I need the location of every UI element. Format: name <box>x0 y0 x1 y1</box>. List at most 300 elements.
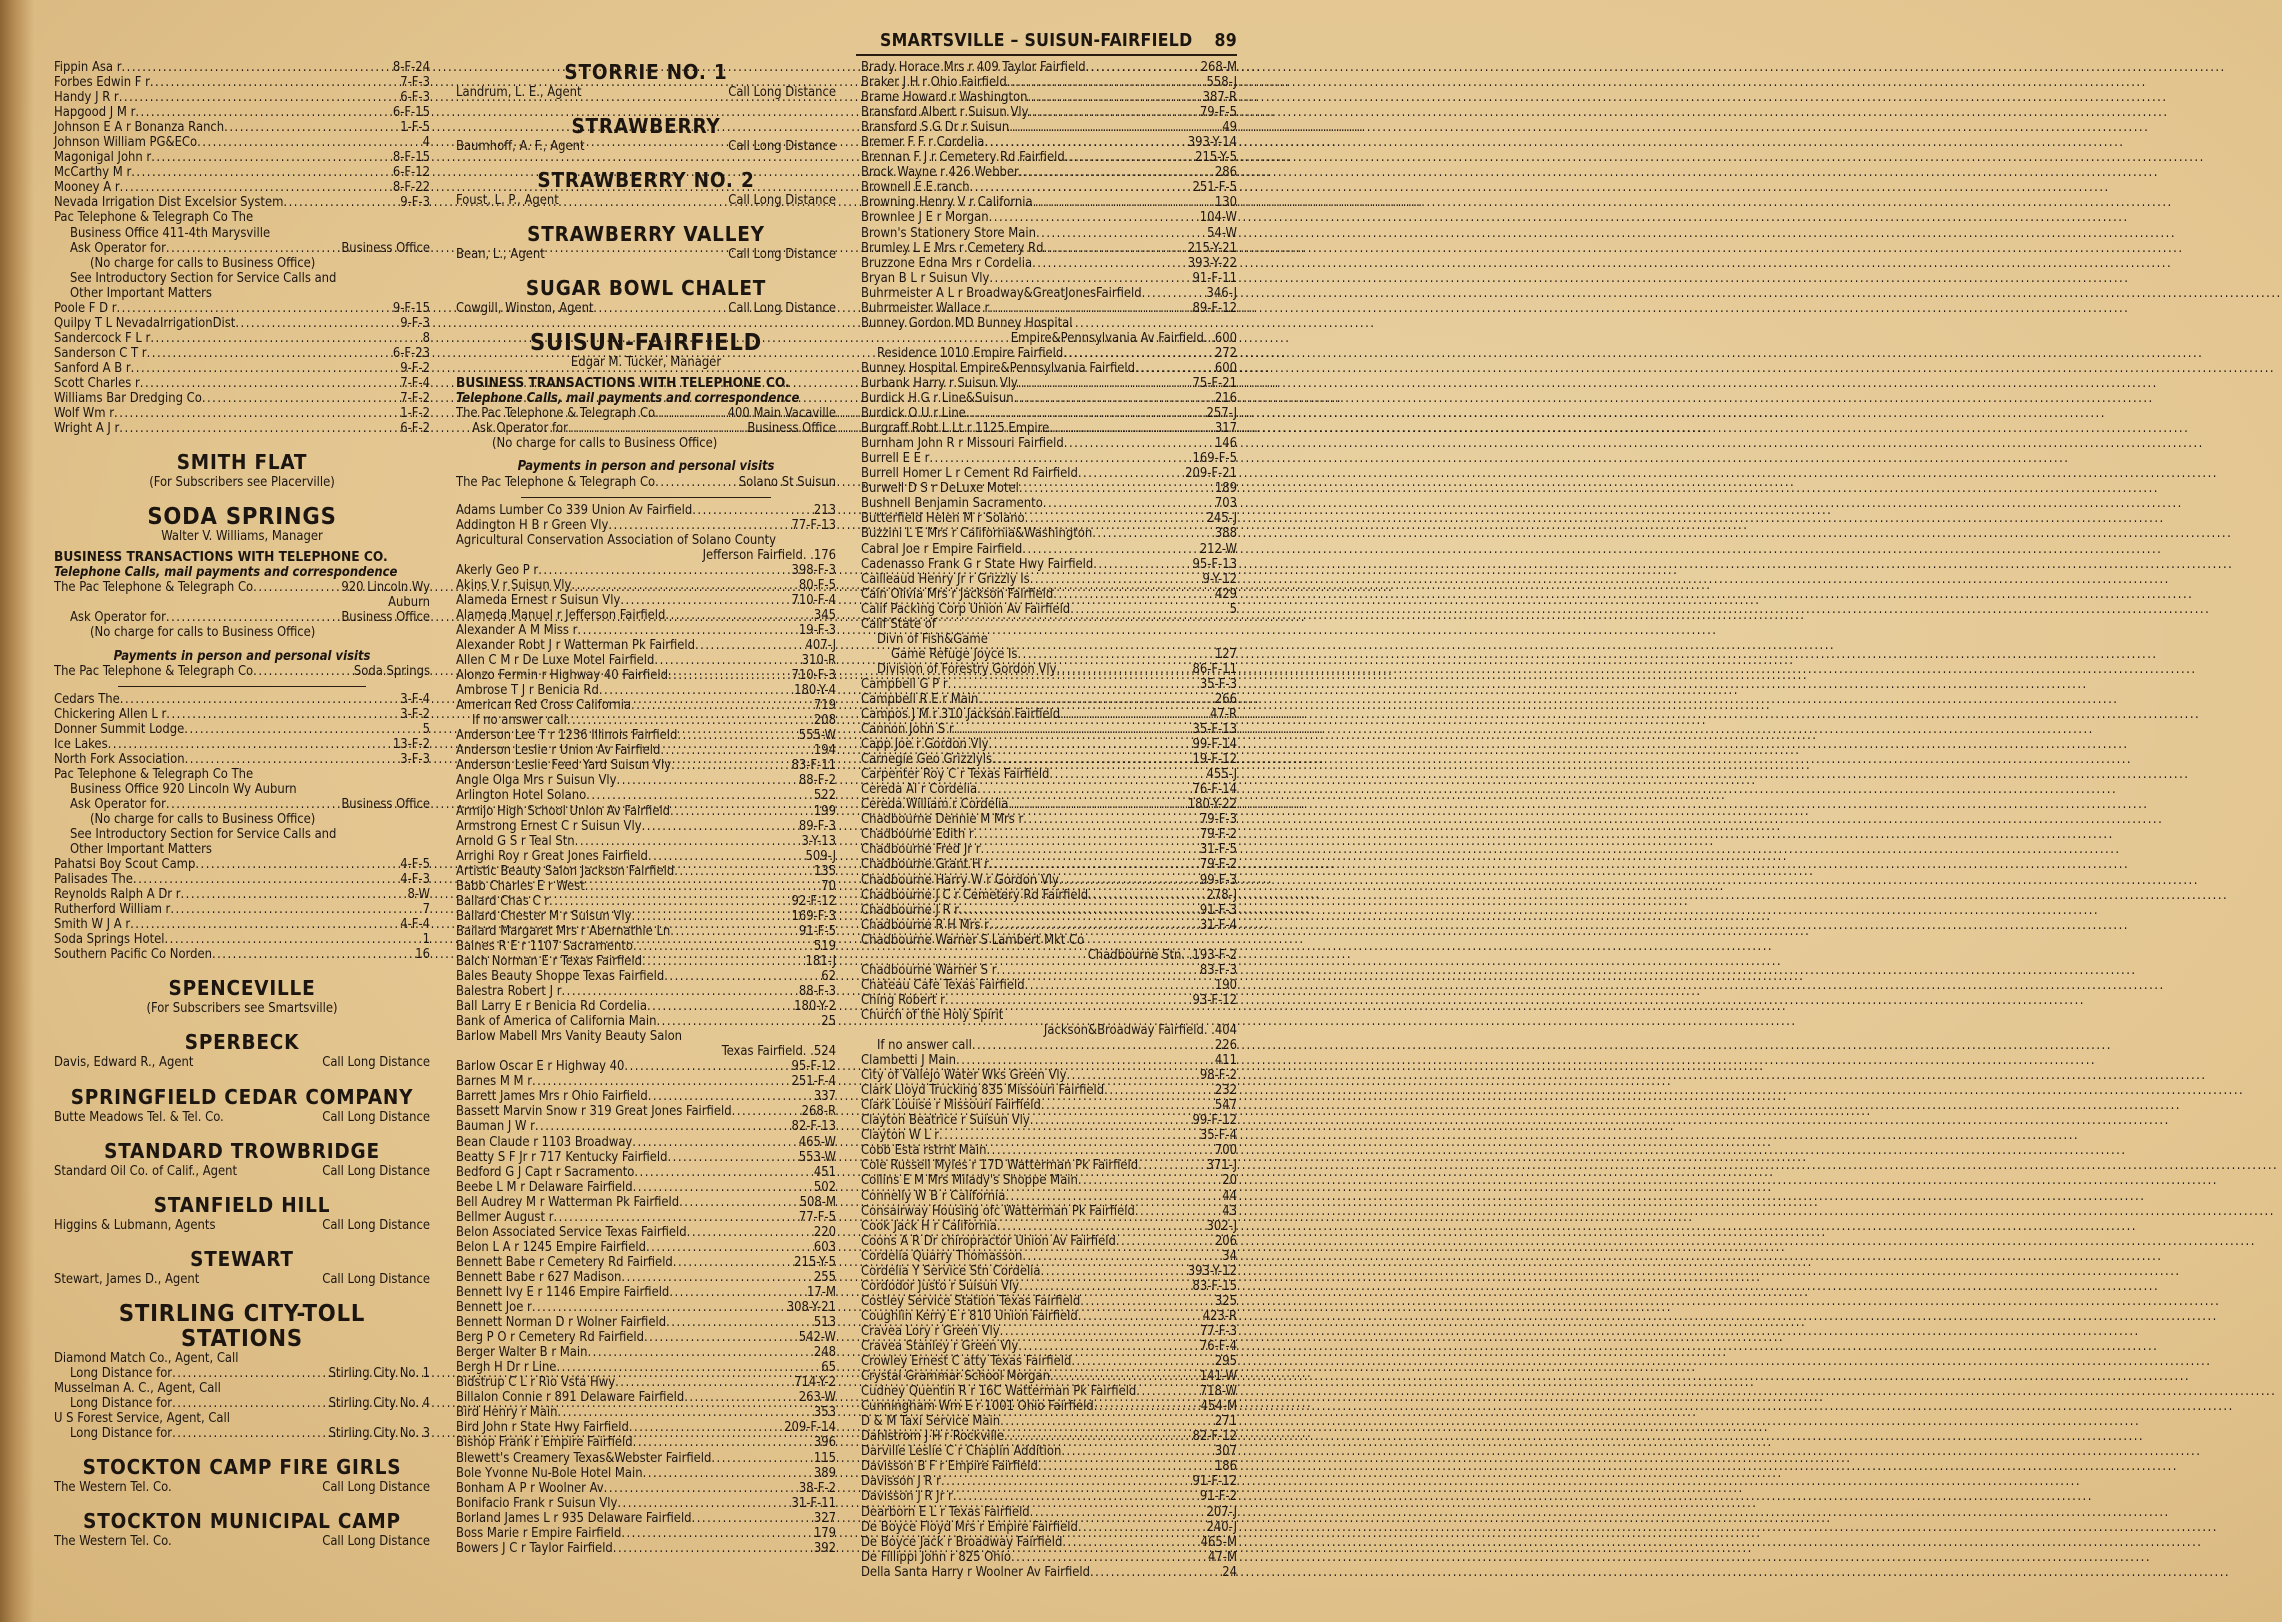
listing-row <box>861 1158 1237 1173</box>
business-transactions-heading: BUSINESS TRANSACTIONS WITH TELEPHONE CO. <box>54 549 388 566</box>
listing-row <box>456 1150 836 1165</box>
listing-number: 245-J <box>1206 511 1237 527</box>
listing-row <box>456 1405 836 1420</box>
listing-text: Pac Telephone & Telegraph Co The <box>54 766 254 782</box>
listing-number: 251-F-5 <box>1192 180 1237 196</box>
listing-row <box>456 1300 836 1315</box>
listing-name: Long Distance for <box>70 1365 173 1381</box>
listing-text: Texas Fairfield. .524 <box>721 1044 836 1060</box>
listing-row <box>861 903 1237 918</box>
listing-number: 393-Y-22 <box>1187 255 1237 271</box>
listing-name: Coons A R Dr chiropractor Union Av Fairfield <box>861 1233 1116 1249</box>
directory-column-3 <box>861 60 1237 1580</box>
listing-name: Alexander A M Miss r <box>456 622 578 638</box>
listing-name: Chadbourne Dennie M Mrs r <box>861 812 1024 828</box>
listing-row <box>861 1444 1237 1459</box>
agent-row <box>54 1055 430 1070</box>
listing-name: Buhrmeister Wallace r <box>861 300 990 316</box>
listing-row <box>54 917 430 932</box>
listing-number: 411 <box>1214 1053 1237 1069</box>
listing-text: Empire&Pennsylvania Av Fairfield. .600 <box>1010 330 1237 346</box>
town-heading: STEWART <box>190 1246 294 1271</box>
listing-name: Ask Operator for <box>70 796 166 812</box>
listing-name: Bunney Hospital Empire&Pennsylvania Fairfield <box>861 360 1136 376</box>
listing-number: Stirling City No. 1 <box>328 1365 430 1381</box>
listing-number: 95-F-13 <box>1192 556 1237 572</box>
listing-number: 35-F-13 <box>1192 722 1237 738</box>
listing-name: Buzzini L E Mrs r California&Washington <box>861 526 1093 542</box>
listing-number: 220 <box>813 1224 836 1240</box>
listing-row <box>456 773 836 788</box>
listing-row <box>456 1240 836 1255</box>
leader-dots <box>669 1285 807 1300</box>
leader-dots <box>674 864 814 879</box>
listing-name: The Pac Telephone & Telegraph Co <box>54 580 254 596</box>
listing-number: 7-F-4 <box>400 375 430 391</box>
listing-number: 9-F-2 <box>400 360 430 376</box>
town-heading: SPRINGFIELD CEDAR COMPANY <box>70 1084 414 1109</box>
leader-dots <box>140 376 400 391</box>
listing-number: 268-R <box>801 1104 836 1120</box>
listing-text: Other Important Matters <box>70 842 212 858</box>
listing-name: Bank of America of California Main <box>456 1014 657 1030</box>
listing-name: Chadbourne Warner S r <box>861 962 997 978</box>
listing-number: 38-F-2 <box>798 1480 836 1496</box>
listing-name: Berg P O r Cemetery Rd Fairfield <box>456 1330 644 1346</box>
town-heading: SPERBECK <box>184 1030 300 1055</box>
listing-number: 35-F-3 <box>1199 676 1237 692</box>
listing-row <box>861 1369 1237 1384</box>
listing-number: 6-F-3 <box>400 90 430 106</box>
listing-row <box>456 1195 836 1210</box>
leader-dots <box>133 872 400 887</box>
listing-row <box>861 1474 1237 1489</box>
listing-name: Alonzo Fermin r Highway 40 Fairfield <box>456 668 668 684</box>
leader-dots <box>170 902 422 917</box>
leader-dots <box>1032 256 1188 271</box>
listing-number: 389 <box>813 1465 836 1481</box>
listing-row <box>54 421 430 436</box>
listing-number: 194 <box>813 743 836 759</box>
listing-name: Bedford G J Capt r Sacramento <box>456 1164 635 1180</box>
leader-dots <box>1022 542 1199 557</box>
leader-dots <box>1053 587 1215 602</box>
listing-row <box>861 1173 1237 1188</box>
listing-row <box>54 90 430 105</box>
listing-number: 718-W <box>1199 1384 1237 1400</box>
agent-row <box>54 1272 430 1287</box>
listing-name: Consairway Housing ofc Watterman Pk Fairfield <box>861 1203 1135 1219</box>
leader-dots <box>1028 105 1199 120</box>
listing-name: Brady Horace Mrs r 409 Taylor Fairfield <box>861 60 1086 75</box>
listing-name: Darville Leslie C r Chaplin Addition <box>861 1444 1062 1460</box>
listing-number: 180-Y-4 <box>794 683 836 699</box>
listing-text: Bunney Gordon MD Bunney Hospital <box>861 315 1073 331</box>
leader-dots <box>135 105 392 120</box>
listing-row <box>861 1098 1237 1113</box>
listing-name: Davisson J R Jr r <box>861 1489 953 1505</box>
listing-number: 49 <box>1222 120 1237 136</box>
listing-number: 180-Y-2 <box>794 999 836 1015</box>
listing-row <box>54 752 430 767</box>
leader-dots <box>1041 1098 1215 1113</box>
leader-dots <box>989 737 1193 752</box>
listing-number: 180-Y-22 <box>1187 797 1237 813</box>
listing-number: 91-F-3 <box>1199 902 1237 918</box>
leader-dots <box>634 1165 813 1180</box>
listing-number: 86-F-11 <box>1192 661 1237 677</box>
listing-number: 19-F-3 <box>798 622 836 638</box>
leader-dots <box>1009 120 1222 135</box>
listing-number: 16 <box>415 947 430 963</box>
leader-dots <box>253 580 341 595</box>
listing-number: 387-R <box>1202 90 1237 106</box>
listing-text: See Introductory Section for Service Calls and <box>70 270 337 286</box>
listing-number: 79-F-2 <box>1199 827 1237 843</box>
listing-row <box>861 722 1237 737</box>
leader-dots <box>1094 1399 1201 1414</box>
listing-name: The Pac Telephone & Telegraph Co <box>54 663 254 679</box>
book-spine-shadow <box>0 0 34 1622</box>
page-number: 89 <box>1214 31 1237 51</box>
listing-name: Borland James L r 935 Delaware Fairfield <box>456 1510 692 1526</box>
listing-number: 208 <box>813 713 836 729</box>
leader-dots <box>1078 466 1185 481</box>
leader-dots <box>549 894 791 909</box>
listing-name: Bauman J W r <box>456 1119 535 1135</box>
listing-row <box>456 1059 836 1074</box>
leader-dots <box>1022 1249 1222 1264</box>
listing-name: De Boyce Floyd Mrs r Empire Fairfield <box>861 1519 1078 1535</box>
listing-row <box>861 1354 1237 1369</box>
listing-number: 710-F-3 <box>791 668 836 684</box>
listing-number: 9-F-3 <box>400 195 430 211</box>
listing-name: Armijo High School Union Av Fairfield <box>456 803 671 819</box>
listing-name: Clambetti J Main <box>861 1053 957 1069</box>
listing-name: Bennett Norman D r Wolner Fairfield <box>456 1315 667 1331</box>
listing-row <box>861 1053 1237 1068</box>
listing-row <box>861 1219 1237 1234</box>
italic-note: Telephone Calls, mail payments and correspondence <box>54 565 398 581</box>
listing-row <box>861 1535 1237 1550</box>
listing-row <box>54 692 430 707</box>
listing-name: Braker J H r Ohio Fairfield <box>861 75 1007 91</box>
listing-number: 1 <box>422 932 430 948</box>
listing-name: Burnham John R r Missouri Fairfield <box>861 436 1064 452</box>
listing-name: Barnes M M r <box>456 1074 532 1090</box>
listing-row <box>456 1345 836 1360</box>
leader-dots <box>989 857 1200 872</box>
listing-name: Chickering Allen L r <box>54 706 167 722</box>
listing-row <box>456 668 836 683</box>
listing-name: Nevada Irrigation Dist Excelsior System <box>54 195 284 211</box>
listing-number: 4-F-3 <box>400 872 430 888</box>
listing-row <box>456 1375 836 1390</box>
listing-number: 206 <box>1214 1233 1237 1249</box>
listing-row <box>54 797 430 812</box>
listing-number: 99-F-12 <box>1192 1113 1237 1129</box>
listing-name: Cannon John S r <box>861 722 954 738</box>
listing-number: 6-F-23 <box>392 345 430 361</box>
listing-row <box>861 481 1237 496</box>
listing-number: 83-F-15 <box>1192 1278 1237 1294</box>
leader-dots <box>1027 90 1202 105</box>
listing-name: Cain Olivia Mrs r Jackson Fairfield <box>861 586 1054 602</box>
listing-row <box>456 864 836 879</box>
leader-dots <box>677 728 798 743</box>
leader-dots <box>172 1366 329 1381</box>
divider-rule <box>118 686 366 687</box>
call-instruction: Call Long Distance <box>322 1055 430 1071</box>
listing-row <box>456 518 836 533</box>
listing-name: Barrett James Mrs r Ohio Fairfield <box>456 1089 648 1105</box>
town-heading: STRAWBERRY <box>571 114 721 139</box>
listing-number: 9-F-15 <box>392 300 430 316</box>
leader-dots <box>1019 1279 1192 1294</box>
listing-row <box>54 1366 430 1381</box>
listing-row <box>861 1459 1237 1474</box>
listing-number: 268-M <box>1200 60 1237 75</box>
listing-number: 88-F-2 <box>798 773 836 789</box>
listing-number: 388 <box>1214 526 1237 542</box>
listing-number: 62 <box>821 969 836 985</box>
listing-row <box>456 1104 836 1119</box>
listing-row <box>456 406 836 421</box>
leader-dots <box>1093 557 1192 572</box>
listing-number: 308-Y-21 <box>786 1300 836 1316</box>
listing-row <box>861 421 1237 436</box>
listing-name: Babb Charles E r West <box>456 878 585 894</box>
leader-dots <box>172 1426 329 1441</box>
agent-name: Bean, L., Agent <box>456 247 545 263</box>
listing-number: 215-Y-21 <box>1187 240 1237 256</box>
listing-number: 209-F-14 <box>784 1420 836 1436</box>
listing-number: 76-F-14 <box>1192 782 1237 798</box>
leader-dots <box>1063 346 1215 361</box>
leader-dots <box>956 1053 1215 1068</box>
town-heading: STANDARD TROWBRIDGE <box>104 1138 380 1163</box>
listing-name: Smith W J A r <box>54 917 131 933</box>
listing-number: 508-M <box>799 1194 836 1210</box>
listing-number: 555-W <box>798 728 836 744</box>
listing-row <box>54 391 430 406</box>
listing-text: Chadbourne Stn. .193-F-2 <box>1087 947 1237 963</box>
listing-row <box>456 1360 836 1375</box>
town-heading: STRAWBERRY NO. 2 <box>537 168 755 193</box>
listing-number: 83-F-11 <box>791 758 836 774</box>
listing-number: 3-F-3 <box>400 751 430 767</box>
listing-number: 8-F-24 <box>392 60 430 75</box>
listing-row <box>54 316 430 331</box>
listing-row <box>861 1520 1237 1535</box>
listing-name: Allen C M r De Luxe Motel Fairfield <box>456 653 655 669</box>
listing-text: Church of the Holy Spirit <box>861 1007 1004 1023</box>
listing-row <box>456 1210 836 1225</box>
listing-name: Davisson B F r Empire Fairfield <box>861 1459 1038 1475</box>
leader-dots <box>1043 496 1215 511</box>
directory-column-1 <box>54 60 430 1549</box>
listing-name: Anderson Lee T r 1236 Illinois Fairfield <box>456 728 678 744</box>
directory-column-2 <box>456 60 836 1556</box>
listing-number: Business Office <box>341 240 430 256</box>
leader-dots <box>195 857 400 872</box>
leader-dots <box>1038 1459 1215 1474</box>
listing-row <box>456 1285 836 1300</box>
leader-dots <box>1104 1083 1215 1098</box>
listing-name: Bishop Frank r Empire Fairfield <box>456 1435 633 1451</box>
listing-number: 7 <box>422 902 430 918</box>
listing-number: Soda Springs <box>353 663 430 679</box>
listing-row <box>54 872 430 887</box>
listing-row <box>861 1294 1237 1309</box>
listing-number: 519 <box>813 938 836 954</box>
listing-number: 13-F-2 <box>392 736 430 752</box>
listing-row <box>861 662 1237 677</box>
listing-row <box>456 939 836 954</box>
listing-number: 1-F-5 <box>400 120 430 136</box>
listing-name: Chadbourne Grant H r <box>861 857 990 873</box>
listing-row <box>456 1541 836 1556</box>
call-instruction: Call Long Distance <box>322 1480 430 1495</box>
listing-row <box>861 572 1237 587</box>
listing-name: Bowers J C r Taylor Fairfield <box>456 1540 613 1556</box>
leader-dots <box>604 1481 799 1496</box>
leader-dots <box>1064 436 1215 451</box>
listing-number: 9-F-3 <box>400 315 430 331</box>
listing-row <box>861 210 1237 225</box>
listing-number: 266 <box>1214 691 1237 707</box>
listing-number: 5 <box>1229 601 1237 617</box>
listing-number: 127 <box>1214 646 1237 662</box>
listing-text: Auburn <box>388 595 430 611</box>
listing-row <box>861 120 1237 135</box>
listing-row <box>456 623 836 638</box>
listing-row <box>456 1255 836 1270</box>
leader-dots <box>624 1059 791 1074</box>
leader-dots <box>1066 1068 1199 1083</box>
listing-row <box>456 1330 836 1345</box>
leader-dots <box>1135 1204 1222 1219</box>
listing-row <box>861 1550 1237 1565</box>
listing-number: 19-F-12 <box>1192 752 1237 768</box>
listing-number: 141-W <box>1199 1369 1237 1385</box>
listing-row <box>861 451 1237 466</box>
listing-row <box>54 75 430 90</box>
listing-name: Residence 1010 Empire Fairfield <box>877 345 1064 361</box>
listing-name: Fippin Asa r <box>54 60 122 75</box>
leader-dots <box>1030 572 1203 587</box>
agent-row <box>54 1534 430 1549</box>
leader-dots <box>1050 1369 1200 1384</box>
running-head-title: SMARTSVILLE – SUISUN-FAIRFIELD <box>879 31 1193 51</box>
listing-row <box>54 165 430 180</box>
listing-number: 47-M <box>1208 1549 1237 1565</box>
listing-number: 215-Y-5 <box>1195 150 1237 166</box>
listing-name: Brownell E E ranch <box>861 180 970 196</box>
listing-row <box>456 1420 836 1435</box>
listing-name: Soda Springs Hotel <box>54 932 165 948</box>
call-instruction: Call Long Distance <box>322 1534 430 1550</box>
listing-row <box>456 698 836 713</box>
listing-name: Bird Henry r Main <box>456 1405 558 1421</box>
listing-text: Agricultural Conservation Association of Solano County <box>456 532 777 548</box>
listing-number: 451 <box>813 1164 836 1180</box>
listing-row <box>861 782 1237 797</box>
listing-name: Game Refuge Joyce Is <box>891 646 1018 662</box>
leader-dots <box>587 1345 813 1360</box>
listing-number: 207-J <box>1206 1504 1237 1520</box>
leader-dots <box>172 1396 329 1411</box>
listing-row <box>54 664 430 679</box>
leader-dots <box>671 758 791 773</box>
listing-number: 710-F-4 <box>791 592 836 608</box>
listing-row <box>54 301 430 316</box>
leader-dots <box>970 180 1193 195</box>
listing-name: Arrighi Roy r Great Jones Fairfield <box>456 848 648 864</box>
leader-dots <box>165 932 423 947</box>
leader-dots <box>119 421 400 436</box>
listing-row <box>861 496 1237 511</box>
leader-dots <box>283 195 400 210</box>
listing-number: 553-W <box>798 1149 836 1165</box>
listing-number: 93-F-12 <box>1192 992 1237 1008</box>
leader-dots <box>166 610 341 625</box>
leader-dots <box>613 1541 814 1556</box>
listing-row <box>456 593 836 608</box>
listing-name: Johnson E A r Bonanza Ranch <box>54 120 225 136</box>
listing-number: 398-F-3 <box>791 562 836 578</box>
listing-row <box>861 1038 1237 1053</box>
listing-row <box>861 1565 1237 1580</box>
town-heading: STOCKTON MUNICIPAL CAMP <box>83 1509 401 1534</box>
listing-name: The Pac Telephone & Telegraph Co <box>456 474 656 490</box>
listing-row <box>456 788 836 803</box>
leader-dots <box>1078 1173 1222 1188</box>
leader-dots <box>585 879 821 894</box>
leader-dots <box>120 692 400 707</box>
italic-note: Payments in person and personal visits <box>113 648 371 664</box>
listing-number: 232 <box>1214 1083 1237 1099</box>
listing-row <box>54 241 430 256</box>
leader-dots <box>980 842 1199 857</box>
listing-name: Burwell D S r DeLuxe Motel <box>861 481 1019 497</box>
listing-number: 6-F-15 <box>392 105 430 121</box>
listing-name: Burbank Harry r Suisun Vly <box>861 375 1018 391</box>
listing-number: 181-J <box>805 953 836 969</box>
listing-number: 82-F-12 <box>1192 1429 1237 1445</box>
agent-name: Baumhoff, A. F., Agent <box>456 139 585 155</box>
listing-name: Bremer F F r Cordelia <box>861 135 985 151</box>
listing-name: Dearborn E L r Texas Fairfield <box>861 1504 1030 1520</box>
listing-text: (No charge for calls to Business Office) <box>90 255 316 271</box>
leader-dots <box>1017 647 1214 662</box>
leader-dots <box>120 180 393 195</box>
listing-name: Chadbourne Fred Jr r <box>861 842 981 858</box>
leader-dots <box>599 683 794 698</box>
leader-dots <box>711 1451 813 1466</box>
listing-number: 248 <box>813 1345 836 1361</box>
listing-number: 146 <box>1214 436 1237 452</box>
listing-name: Cobb Esta rstrnt Main <box>861 1143 987 1159</box>
listing-row <box>54 120 430 135</box>
listing-number: Solano St Suisun <box>738 474 836 490</box>
listing-number: 212-W <box>1199 541 1237 557</box>
listing-name: Bales Beauty Shoppe Texas Fairfield <box>456 969 665 985</box>
listing-row <box>54 580 430 595</box>
leader-dots <box>692 503 814 518</box>
listing-row <box>456 849 836 864</box>
listing-row <box>861 752 1237 767</box>
